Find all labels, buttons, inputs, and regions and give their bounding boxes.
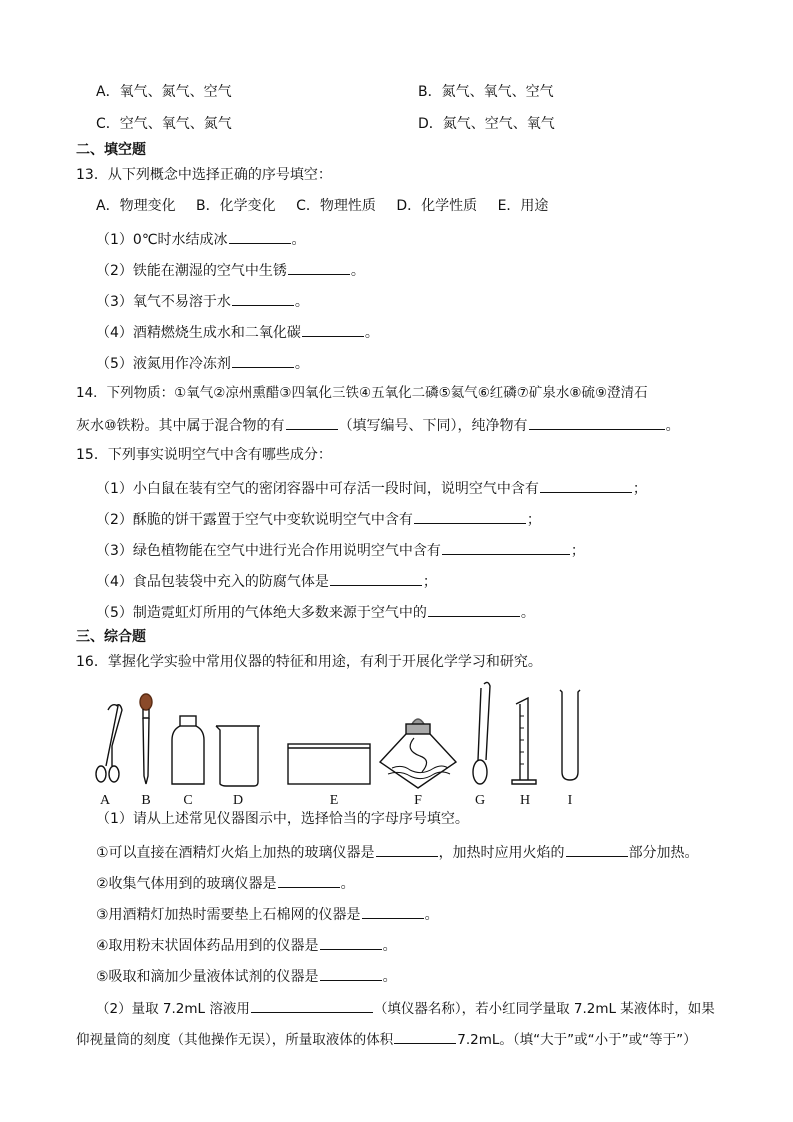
label-g: G	[474, 793, 486, 808]
q16-stem: 16．掌握化学实验中常用仪器的特征和用途，有利于开展化学学习和研究。	[76, 654, 542, 670]
q13-item-1-text: （1）0℃时水结成冰	[96, 232, 228, 248]
answer-blank[interactable]	[428, 601, 520, 617]
q13-stem: 13．从下列概念中选择正确的序号填空：	[76, 167, 332, 183]
gas-collecting-bottle-icon	[172, 716, 204, 784]
q16-sub-2-end: 。	[340, 876, 355, 892]
label-i: I	[567, 793, 573, 808]
q16-part-2-text-b: （填仪器名称），若小红同学量取 7.2mL 某液体时，如果	[373, 1001, 715, 1017]
answer-blank[interactable]	[540, 477, 632, 493]
label-c: C	[183, 793, 193, 808]
answer-blank[interactable]	[320, 934, 382, 950]
q16-sub-4-end: 。	[382, 938, 397, 954]
q15-item-1-text: （1）小白鼠在装有空气的密闭容器中可存活一段时间，说明空气中含有	[96, 481, 539, 497]
q16-sub-5	[96, 965, 397, 987]
q16-part-2-text-c: 仰视量筒的刻度（其他操作无误），所量取液体的体积	[76, 1032, 394, 1048]
label-f: F	[414, 793, 422, 808]
label-a: A	[99, 793, 111, 808]
medicine-spoon-icon	[473, 682, 490, 784]
q15-item-5-text: （5）制造霓虹灯所用的气体绝大多数来源于空气中的	[96, 605, 427, 621]
answer-blank[interactable]	[288, 259, 350, 275]
q13-item-3	[96, 290, 309, 312]
q16-sub-1-text-a: ①可以直接在酒精灯火焰上加热的玻璃仪器是	[96, 845, 375, 861]
q13-item-3-text: （3）氧气不易溶于水	[96, 294, 231, 310]
q14-line-2	[76, 414, 680, 436]
q16-sub-5-end: 。	[382, 969, 397, 985]
q15-item-2	[96, 508, 541, 530]
q15-item-1-end: ；	[632, 481, 647, 497]
q16-sub-2	[96, 872, 355, 894]
q16-sub-3-end: 。	[424, 907, 439, 923]
answer-blank[interactable]	[362, 903, 424, 919]
q13-item-1-end: 。	[291, 232, 306, 248]
q13-item-4-end: 。	[364, 325, 379, 341]
q14-text-a: 灰水⑩铁粉。其中属于混合物的有	[76, 418, 285, 434]
q13-item-1	[96, 228, 306, 250]
crucible-tongs-icon	[96, 705, 122, 782]
q13-option-c: C．物理性质	[296, 198, 376, 214]
answer-blank[interactable]	[286, 414, 338, 430]
answer-blank[interactable]	[442, 539, 570, 555]
answer-blank[interactable]	[229, 228, 291, 244]
q15-item-5-end: 。	[520, 605, 535, 621]
q13-item-5-text: （5）液氮用作冷冻剂	[96, 356, 231, 372]
q13-item-5-end: 。	[294, 356, 309, 372]
q15-item-2-end: ；	[526, 512, 541, 528]
q14-text-c: 。	[665, 418, 680, 434]
q16-sub-1	[96, 841, 699, 863]
q15-item-5	[96, 601, 535, 623]
q15-item-4-text: （4）食品包装袋中充入的防腐气体是	[96, 574, 329, 590]
option-c: C．空气、氧气、氮气	[96, 116, 232, 132]
alcohol-lamp-icon	[380, 719, 456, 788]
test-tube-icon	[560, 690, 580, 780]
beaker-icon	[216, 726, 260, 786]
q16-part-2-line-1	[96, 997, 715, 1019]
label-e: E	[329, 793, 339, 808]
graduated-cylinder-icon	[512, 698, 536, 784]
q14-line-1: 14．下列物质：①氧气②凉州熏醋③四氧化三铁④五氧化二磷⑤氦气⑥红磷⑦矿泉水⑧硫⑨澄清石	[76, 385, 648, 401]
water-trough-icon	[288, 744, 370, 784]
q15-item-3-text: （3）绿色植物能在空气中进行光合作用说明空气中含有	[96, 543, 441, 559]
answer-blank[interactable]	[232, 290, 294, 306]
q16-sub-1-text-c: 部分加热。	[628, 845, 699, 861]
label-d: D	[232, 793, 244, 808]
option-a: A．氧气、氮气、空气	[96, 84, 232, 100]
q13-options	[96, 196, 548, 216]
answer-blank[interactable]	[232, 352, 294, 368]
q15-item-4-end: ；	[422, 574, 437, 590]
q13-option-e: E．用途	[497, 198, 549, 214]
lab-apparatus-figure	[88, 676, 608, 810]
answer-blank[interactable]	[529, 414, 665, 430]
answer-blank[interactable]	[414, 508, 526, 524]
q13-item-2-text: （2）铁能在潮湿的空气中生锈	[96, 263, 287, 279]
answer-blank[interactable]	[278, 872, 340, 888]
q13-option-a: A．物理变化	[96, 198, 176, 214]
q16-sub-4-text: ④取用粉末状固体药品用到的仪器是	[96, 938, 319, 954]
dropper-icon	[140, 694, 152, 784]
q16-sub-5-text: ⑤吸取和滴加少量液体试剂的仪器是	[96, 969, 319, 985]
answer-blank[interactable]	[320, 965, 382, 981]
q15-item-2-text: （2）酥脆的饼干露置于空气中变软说明空气中含有	[96, 512, 413, 528]
q16-sub-1-text-b: ，加热时应用火焰的	[438, 845, 565, 861]
q13-item-3-end: 。	[294, 294, 309, 310]
option-b: B．氮气、氧气、空气	[418, 84, 554, 100]
label-h: H	[519, 793, 531, 808]
answer-blank[interactable]	[302, 321, 364, 337]
q16-part-1-stem: （1）请从上述常见仪器图示中，选择恰当的字母序号填空。	[96, 811, 469, 827]
q16-part-2-text-a: （2）量取 7.2mL 溶液用	[96, 1001, 250, 1017]
q15-item-4	[96, 570, 437, 592]
q15-item-3-end: ；	[570, 543, 585, 559]
q13-item-2-end: 。	[350, 263, 365, 279]
q16-sub-4	[96, 934, 397, 956]
q16-part-2-text-d: 7.2mL。（填“大于”或“小于”或“等于”）	[457, 1032, 697, 1048]
section-title-comprehensive: 三、综合题	[76, 629, 146, 645]
q15-item-3	[96, 539, 585, 561]
q16-sub-2-text: ②收集气体用到的玻璃仪器是	[96, 876, 277, 892]
option-d: D．氮气、空气、氧气	[418, 116, 555, 132]
answer-blank[interactable]	[376, 841, 438, 857]
answer-blank[interactable]	[394, 1028, 456, 1044]
answer-blank[interactable]	[566, 841, 628, 857]
q15-stem: 15．下列事实说明空气中含有哪些成分：	[76, 447, 332, 463]
answer-blank[interactable]	[330, 570, 422, 586]
q13-item-4	[96, 321, 379, 343]
q13-item-5	[96, 352, 309, 374]
q13-option-d: D．化学性质	[396, 198, 478, 214]
section-title-fill-in: 二、填空题	[76, 142, 146, 158]
q13-item-2	[96, 259, 365, 281]
label-b: B	[141, 793, 151, 808]
q15-item-1	[96, 477, 647, 499]
q16-sub-3-text: ③用酒精灯加热时需要垫上石棉网的仪器是	[96, 907, 361, 923]
q13-option-b: B．化学变化	[196, 198, 276, 214]
q13-item-4-text: （4）酒精燃烧生成水和二氧化碳	[96, 325, 301, 341]
q16-part-2-line-2	[76, 1028, 697, 1050]
q16-sub-3	[96, 903, 439, 925]
q14-text-b: （填写编号、下同），纯净物有	[338, 418, 528, 434]
answer-blank[interactable]	[251, 997, 373, 1013]
